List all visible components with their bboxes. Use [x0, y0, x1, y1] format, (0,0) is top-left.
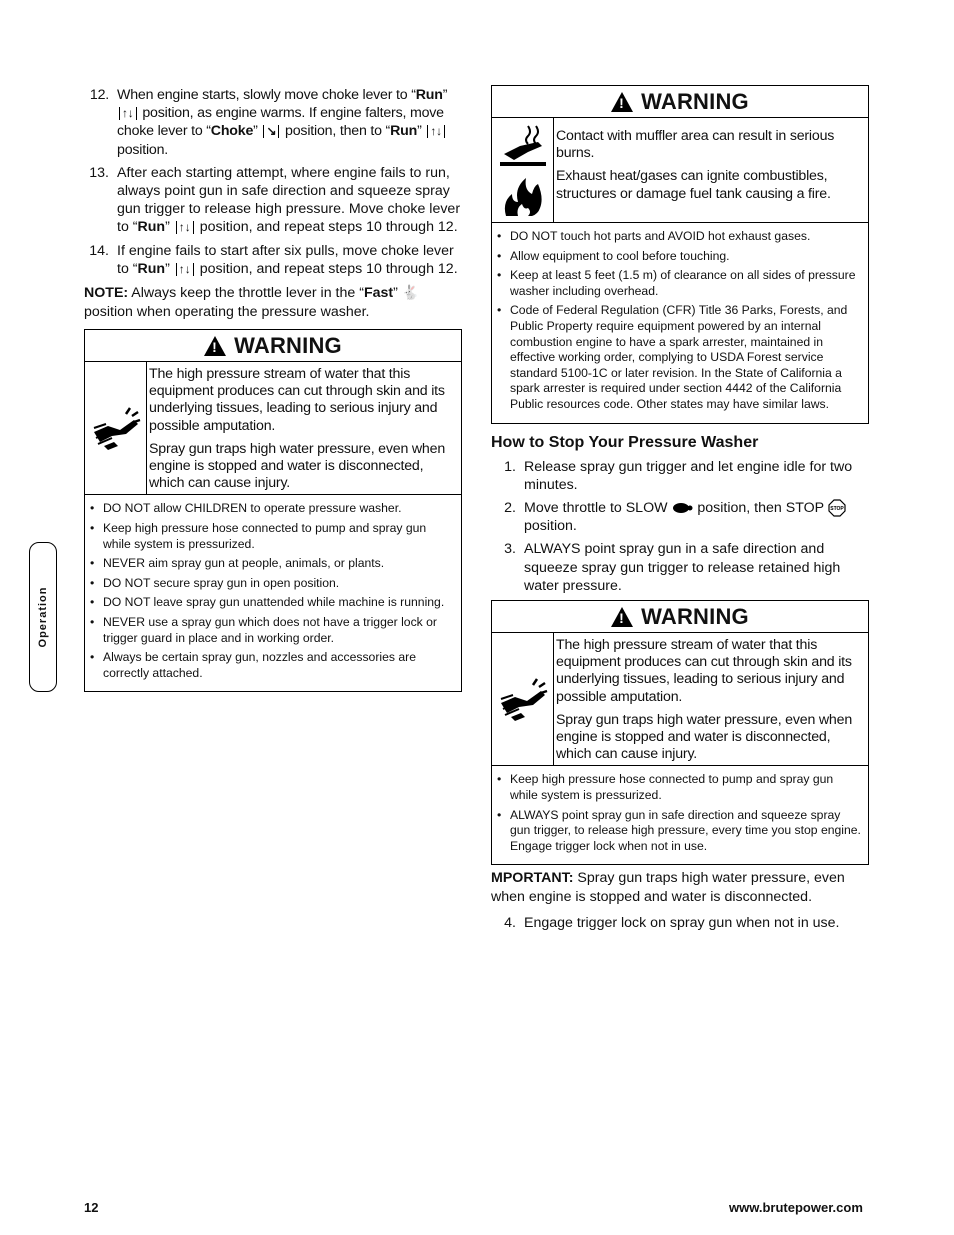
warning-triangle-icon: [611, 92, 633, 112]
svg-text:STOP: STOP: [830, 506, 844, 513]
stop-step-3: 3. ALWAYS point spray gun in a safe direction and squeeze spray gun trigger to release retained high water pressure.: [491, 540, 869, 595]
list-item: • ALWAYS point spray gun in safe direction and squeeze spray gun trigger, to release high pressure, every time you stop engine. Engage trigger lock when not in use.: [496, 808, 862, 855]
list-item: • Keep at least 5 feet (1.5 m) of clearance on all sides of pressure washer including overhead.: [496, 268, 862, 299]
turtle-slow-icon: [671, 502, 693, 514]
right-column: [491, 85, 869, 938]
warning-icon-cell: [492, 633, 554, 765]
warning-bullet-list: [492, 766, 868, 864]
high-pressure-injection-icon: [497, 673, 549, 725]
step-14: 14. If engine fails to start after six pulls, move choke lever to “Run” ↑↓ position, and repeat steps 10 through 12.: [84, 242, 462, 278]
hot-surface-icon: [498, 122, 548, 168]
list-item: • NEVER use a spray gun which does not have a trigger lock or trigger guard in place and in working order.: [89, 615, 455, 646]
warning-body: [492, 633, 868, 766]
warning-header: [492, 601, 868, 633]
step-number: 3.: [504, 541, 516, 558]
warning-icon-cell: [492, 118, 554, 222]
high-pressure-injection-icon: [90, 402, 142, 454]
stop-step-4: 4. Engage trigger lock on spray gun when not in use.: [491, 914, 869, 932]
warning-text: Contact with muffler area can result in serious burns. Exhaust heat/gases can ignite combustibles, structures or damage fuel tank causing a fire.: [556, 128, 835, 202]
rabbit-fast-icon: 🐇: [401, 284, 420, 301]
left-column: [84, 86, 462, 692]
warning-text: The high pressure stream of water that this equipment produces can cut through skin and its underlying tissues, leading to serious injury and possible amputation. Spray gun traps high water pressure, even when engine is stopped and water is disconnected, which can cause injury.: [556, 637, 853, 763]
warning-bullet-list: [492, 223, 868, 423]
warning-box-injection-2: [491, 600, 869, 865]
warning-triangle-icon: [204, 336, 226, 356]
list-item: • Allow equipment to cool before touching.: [496, 249, 862, 265]
step-number: 14.: [89, 242, 109, 259]
section-tab: [29, 542, 57, 692]
website-url: www.brutepower.com: [729, 1200, 863, 1215]
section-heading: How to Stop Your Pressure Washer: [491, 433, 759, 451]
stop-step-2: 2. Move throttle to SLOW position, then STOP STOP position.: [491, 499, 869, 535]
list-item: • DO NOT allow CHILDREN to operate pressure washer.: [89, 501, 455, 517]
list-item: • DO NOT secure spray gun in open position.: [89, 576, 455, 592]
warning-icon-cell: [85, 362, 147, 494]
page-number: 12: [84, 1200, 99, 1215]
step-number: 1.: [504, 458, 516, 475]
list-item: • DO NOT leave spray gun unattended while machine is running.: [89, 595, 455, 611]
warning-box-burn: [491, 85, 869, 424]
list-item: • Code of Federal Regulation (CFR) Title 36 Parks, Forests, and Public Property require equipment powered by an internal combustion engine to have a spark arrester, maintained in effective working order, complying to USDA Forest service standard 5100-1C or later revision. In the State of California a spark arrester is required under section 4442 of the California Public resources code. Other states may have similar laws.: [496, 303, 862, 412]
warning-body: [492, 118, 868, 223]
step-number: 13.: [89, 164, 109, 181]
step-number: 2.: [504, 499, 516, 516]
important-note: MPORTANT: Spray gun traps high water pressure, even when engine is stopped and water is disconnected.: [491, 870, 845, 905]
list-item: • Always be certain spray gun, nozzles and accessories are correctly attached.: [89, 650, 455, 681]
warning-title: WARNING: [641, 88, 749, 114]
step-13: 13. After each starting attempt, where engine fails to run, always point gun in safe direction and squeeze spray gun trigger to release high pressure. Move choke lever to “Run” ↑↓ position, and repeat steps 10 through 12.: [84, 164, 462, 237]
list-item: • NEVER aim spray gun at people, animals, or plants.: [89, 556, 455, 572]
warning-header: [492, 86, 868, 118]
stop-icon: [828, 499, 846, 517]
step-12: 12. When engine starts, slowly move choke lever to “Run” ↑↓ position, as engine warms. If engine falters, move choke lever to “Choke” ↘ position, then to “Run” ↑↓ position.: [84, 86, 462, 159]
warning-title: WARNING: [234, 332, 342, 358]
run-choke-icon: ↑↓: [176, 221, 194, 234]
fire-icon: [498, 172, 548, 218]
choke-icon: ↘: [263, 125, 279, 138]
warning-bullet-list: [85, 495, 461, 691]
section-tab-label: Operation: [37, 586, 49, 648]
warning-body: [85, 362, 461, 495]
step-number: 4.: [504, 915, 516, 932]
warning-triangle-icon: [611, 607, 633, 627]
note: NOTE: Always keep the throttle lever in the “Fast” 🐇 position when operating the pressure washer.: [84, 284, 420, 320]
step-number: 12.: [89, 87, 109, 103]
list-item: • Keep high pressure hose connected to pump and spray gun while system is pressurized.: [89, 521, 455, 552]
run-choke-icon: ↑↓: [176, 263, 194, 276]
run-choke-icon: ↑↓: [119, 107, 137, 120]
stop-step-1: 1. Release spray gun trigger and let engine idle for two minutes.: [491, 458, 869, 494]
warning-title: WARNING: [641, 603, 749, 629]
warning-text: The high pressure stream of water that this equipment produces can cut through skin and its underlying tissues, leading to serious injury and possible amputation. Spray gun traps high water pressure, even when engine is stopped and water is disconnected, which can cause injury.: [149, 366, 446, 492]
list-item: • Keep high pressure hose connected to pump and spray gun while system is pressurized.: [496, 772, 862, 803]
warning-box-injection: [84, 329, 462, 692]
warning-header: [85, 330, 461, 362]
list-item: • DO NOT touch hot parts and AVOID hot exhaust gases.: [496, 229, 862, 245]
run-choke-icon: ↑↓: [427, 125, 445, 138]
